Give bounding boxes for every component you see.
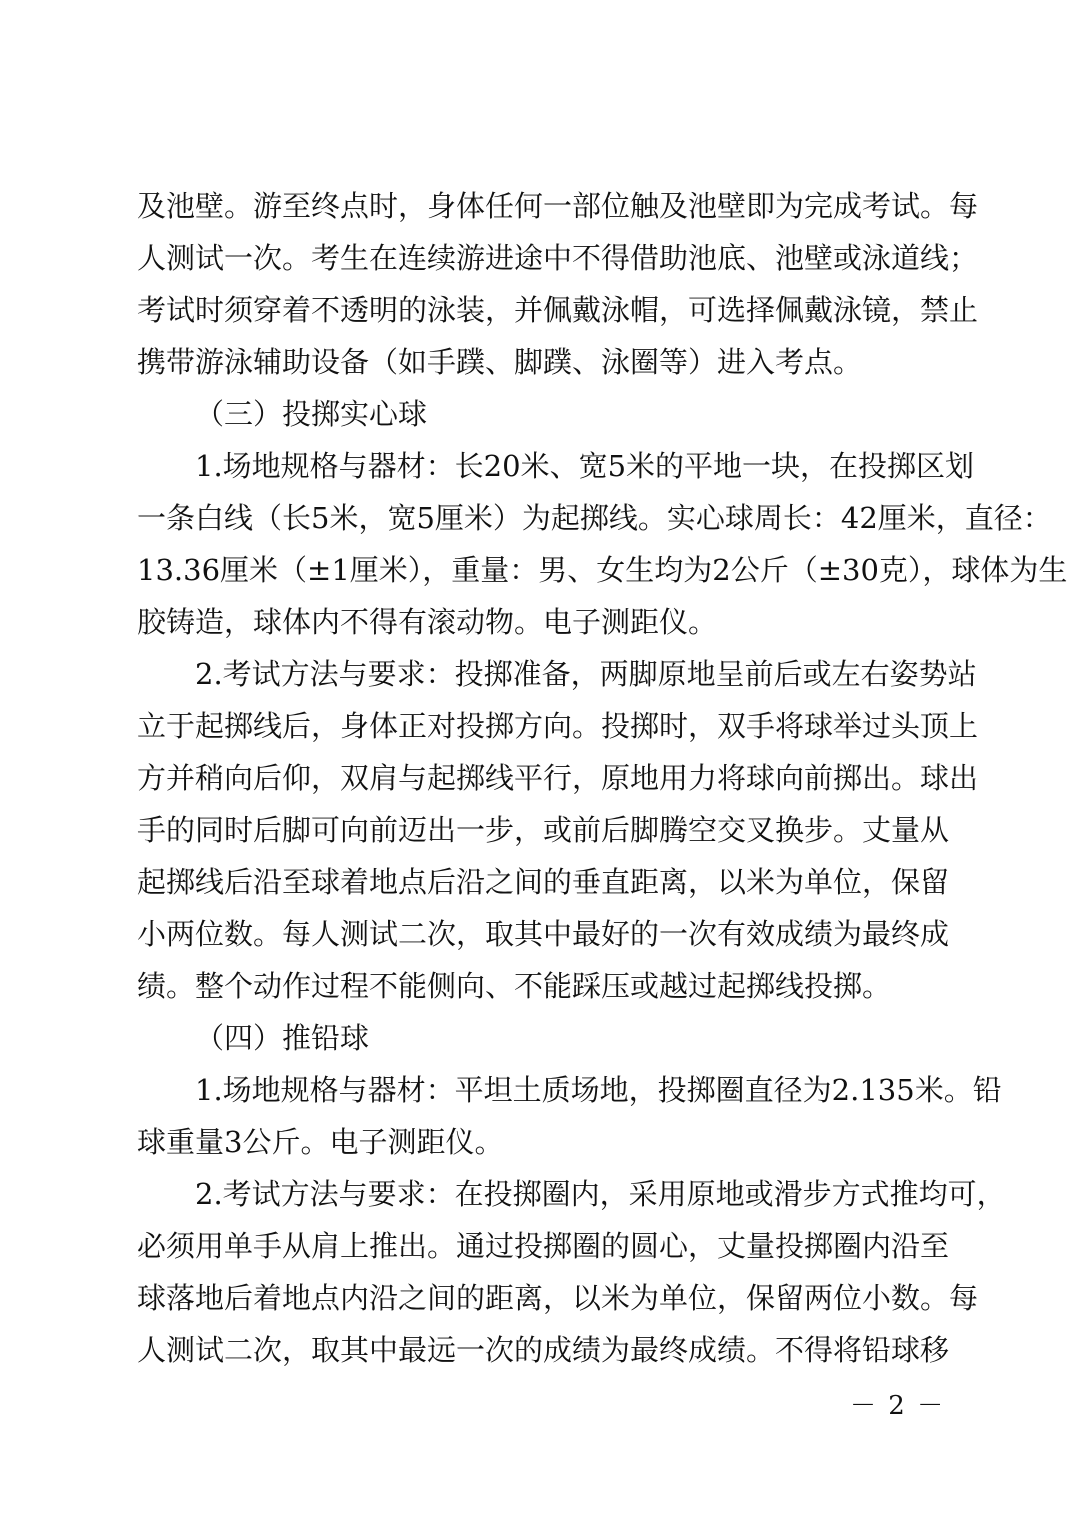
text-line: 胶铸造，球体内不得有滚动物。电子测距仪。	[137, 605, 718, 639]
text-line: 手的同时后脚可向前迈出一步，或前后脚腾空交叉换步。丈量从	[137, 813, 950, 847]
text-line: 及池壁。游至终点时，身体任何一部位触及池壁即为完成考试。每	[137, 189, 979, 223]
section-heading: （四）推铅球	[195, 1021, 370, 1055]
text-line: 球重量3公斤。电子测距仪。	[137, 1125, 504, 1159]
text-line: 2.考试方法与要求：在投掷圈内，采用原地或滑步方式推均可，	[195, 1177, 1006, 1211]
text-line: 1.场地规格与器材：长20米、宽5米的平地一块，在投掷区划	[195, 449, 975, 483]
text-line: 考试时须穿着不透明的泳装，并佩戴泳帽，可选择佩戴泳镜，禁止	[137, 293, 979, 327]
text-line: 人测试一次。考生在连续游进途中不得借助池底、池壁或泳道线；	[137, 241, 979, 275]
text-line: 13.36厘米（±1厘米），重量：男、女生均为2公斤（±30克），球体为生	[137, 553, 1068, 587]
text-line: 绩。整个动作过程不能侧向、不能踩压或越过起掷线投掷。	[137, 969, 892, 1003]
text-line: 球落地后着地点内沿之间的距离，以米为单位，保留两位小数。每	[137, 1281, 979, 1315]
page-number: － 2 －	[850, 1391, 946, 1421]
text-line: 立于起掷线后，身体正对投掷方向。投掷时，双手将球举过头顶上	[137, 709, 979, 743]
text-line: 小两位数。每人测试二次，取其中最好的一次有效成绩为最终成	[137, 917, 950, 951]
text-line: 1.场地规格与器材：平坦土质场地，投掷圈直径为2.135米。铅	[195, 1073, 1002, 1107]
body-text	[137, 180, 1068, 1376]
text-line: 一条白线（长5米，宽5厘米）为起掷线。实心球周长：42厘米，直径：	[137, 501, 1052, 535]
section-heading: （三）投掷实心球	[195, 397, 428, 431]
text-line: 2.考试方法与要求：投掷准备，两脚原地呈前后或左右姿势站	[195, 657, 977, 691]
text-line: 人测试二次，取其中最远一次的成绩为最终成绩。不得将铅球移	[137, 1333, 950, 1367]
text-line: 携带游泳辅助设备（如手蹼、脚蹼、泳圈等）进入考点。	[137, 345, 863, 379]
text-line: 起掷线后沿至球着地点后沿之间的垂直距离，以米为单位，保留	[137, 865, 950, 899]
text-line: 方并稍向后仰，双肩与起掷线平行，原地用力将球向前掷出。球出	[137, 761, 979, 795]
text-line: 必须用单手从肩上推出。通过投掷圈的圆心，丈量投掷圈内沿至	[137, 1229, 950, 1263]
